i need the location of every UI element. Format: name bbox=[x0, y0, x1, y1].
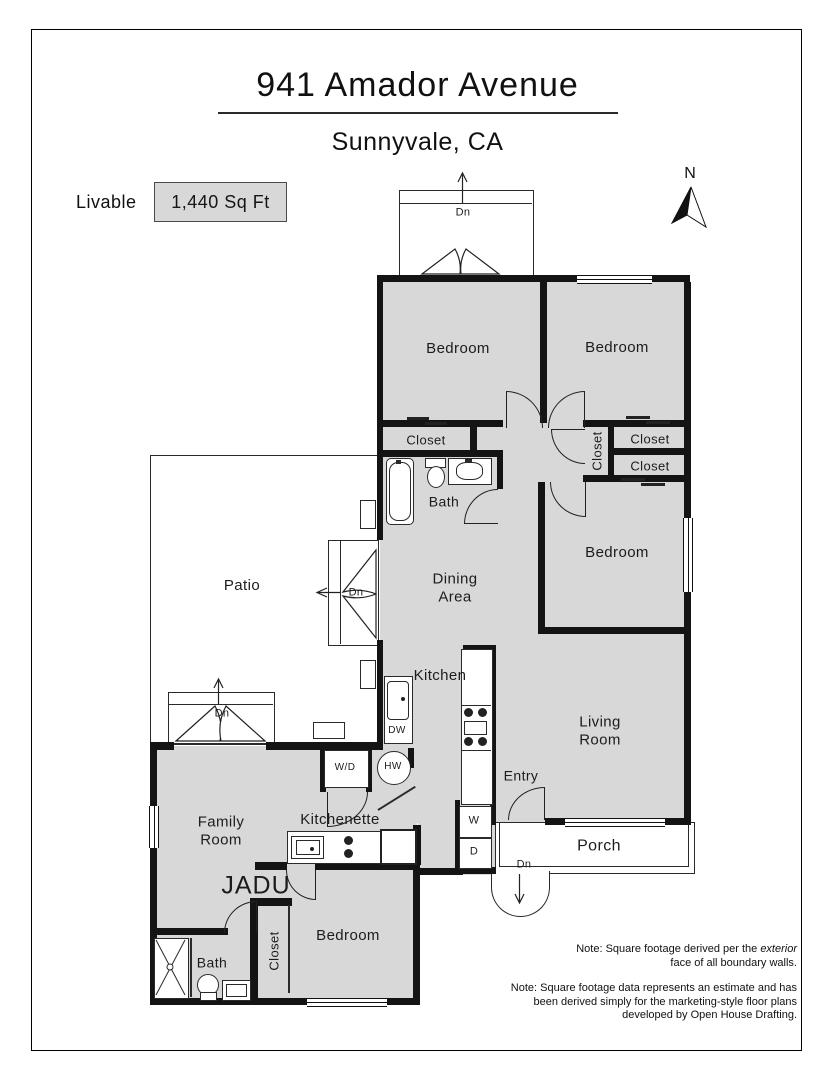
room-label-closet: Closet bbox=[630, 458, 670, 474]
footnote-text: Note: Square footage derived per the bbox=[576, 943, 761, 955]
window bbox=[565, 818, 665, 827]
wall bbox=[663, 818, 690, 825]
sliding-door bbox=[626, 416, 650, 419]
footnote-exterior bbox=[505, 943, 797, 970]
stair-label-dn: Dn bbox=[455, 206, 471, 219]
stove-burner bbox=[344, 849, 353, 858]
wall bbox=[540, 282, 547, 423]
down-arrow-icon bbox=[513, 874, 526, 907]
footnote-emphasis: exterior bbox=[760, 943, 797, 955]
tub-faucet bbox=[396, 460, 401, 464]
shower-glass bbox=[190, 938, 192, 997]
kitchen-sink bbox=[387, 681, 409, 720]
stove-burner bbox=[478, 737, 487, 746]
oven bbox=[464, 721, 487, 735]
window bbox=[307, 998, 387, 1007]
toilet-tank bbox=[200, 992, 217, 1001]
wall bbox=[255, 862, 287, 870]
wall bbox=[538, 482, 545, 634]
room-label-dining: Dining Area bbox=[432, 570, 478, 605]
sink-faucet bbox=[465, 459, 472, 462]
room-label-closet: Closet bbox=[589, 431, 605, 471]
counter-line bbox=[461, 750, 491, 751]
appliance-label-water-heater: HW bbox=[384, 761, 402, 773]
shower-x bbox=[154, 938, 187, 997]
wall bbox=[150, 928, 228, 935]
sliding-door bbox=[425, 422, 447, 425]
wall bbox=[377, 282, 383, 540]
sliding-door bbox=[641, 483, 665, 486]
room-label-bath: Bath bbox=[196, 954, 228, 971]
stove-burner bbox=[478, 708, 487, 717]
title-underline bbox=[218, 112, 618, 114]
stair-label-dn: Dn bbox=[516, 858, 532, 871]
closet-rod bbox=[288, 905, 290, 993]
room-label-kitchen: Kitchen bbox=[413, 667, 467, 685]
appliance-label-dishwasher: DW bbox=[388, 725, 406, 737]
room-label-living: Living Room bbox=[579, 713, 621, 748]
wall bbox=[150, 742, 174, 750]
north-arrow-icon bbox=[668, 160, 714, 232]
room-label-bath: Bath bbox=[428, 493, 460, 510]
stair-label-dn: Dn bbox=[214, 707, 230, 720]
room-label-family: Family Room bbox=[197, 813, 245, 848]
appliance-label-washer: W bbox=[468, 814, 480, 827]
exterior-fixture bbox=[313, 722, 345, 739]
sink-basin bbox=[226, 984, 247, 997]
up-arrow-icon bbox=[456, 170, 469, 204]
room-label-entry: Entry bbox=[503, 767, 539, 784]
appliance-label-dryer: D bbox=[469, 845, 479, 858]
sink-basin bbox=[456, 462, 483, 480]
room-label-bedroom: Bedroom bbox=[316, 927, 380, 945]
stove-burner bbox=[464, 737, 473, 746]
stove-burner bbox=[344, 836, 353, 845]
wall bbox=[538, 627, 690, 634]
room-label-porch: Porch bbox=[577, 837, 621, 855]
stove-burner bbox=[464, 708, 473, 717]
room-label-closet: Closet bbox=[630, 431, 670, 447]
bathtub-inner bbox=[389, 462, 411, 521]
counter-line bbox=[461, 705, 491, 706]
refrigerator bbox=[380, 829, 417, 865]
room-label-closet: Closet bbox=[406, 432, 446, 448]
appliance-label-washer-dryer: W/D bbox=[334, 762, 356, 774]
footnote-estimate: Note: Square footage data represents an estimate and has been derived simply for the marketing-style floor plans developed by Open House Drafting. bbox=[510, 982, 797, 1021]
room-label-kitchenette: Kitchenette bbox=[300, 811, 380, 829]
wall bbox=[266, 742, 383, 750]
left-arrow-icon bbox=[314, 586, 342, 599]
wall bbox=[497, 457, 503, 489]
toilet bbox=[427, 466, 445, 488]
french-door bbox=[421, 247, 500, 275]
footnotes bbox=[505, 943, 797, 1023]
sliding-door bbox=[646, 421, 670, 424]
sink-basin bbox=[296, 840, 320, 855]
room-label-closet: Closet bbox=[266, 931, 282, 971]
wall bbox=[545, 818, 567, 825]
wall bbox=[377, 640, 383, 742]
up-arrow-icon bbox=[212, 676, 225, 706]
wall bbox=[613, 448, 684, 455]
sliding-door bbox=[621, 478, 645, 481]
sink-faucet bbox=[310, 847, 314, 851]
exterior-fixture bbox=[360, 500, 376, 529]
page-title: 941 Amador Avenue bbox=[256, 66, 579, 104]
square-footage-badge: 1,440 Sq Ft bbox=[154, 182, 287, 222]
stair-label-dn: Dn bbox=[348, 586, 364, 599]
room-label-bedroom: Bedroom bbox=[585, 544, 649, 562]
north-letter: N bbox=[684, 165, 696, 182]
page-subtitle: Sunnyvale, CA bbox=[331, 128, 504, 156]
window bbox=[577, 275, 652, 284]
wall bbox=[383, 450, 503, 457]
room-label-bedroom: Bedroom bbox=[426, 340, 490, 358]
sink-faucet bbox=[401, 697, 405, 701]
room-label-bedroom: Bedroom bbox=[585, 339, 649, 357]
window bbox=[683, 518, 693, 592]
livable-label: Livable bbox=[76, 192, 137, 212]
sliding-door bbox=[407, 417, 429, 420]
wall bbox=[413, 862, 420, 1005]
wall bbox=[583, 420, 690, 427]
footnote-text: face of all boundary walls. bbox=[670, 956, 797, 969]
room-label-jadu: JADU bbox=[221, 871, 291, 900]
room-label-patio: Patio bbox=[223, 577, 261, 595]
wall bbox=[470, 427, 477, 452]
exterior-fixture bbox=[360, 660, 376, 689]
window bbox=[149, 806, 159, 848]
